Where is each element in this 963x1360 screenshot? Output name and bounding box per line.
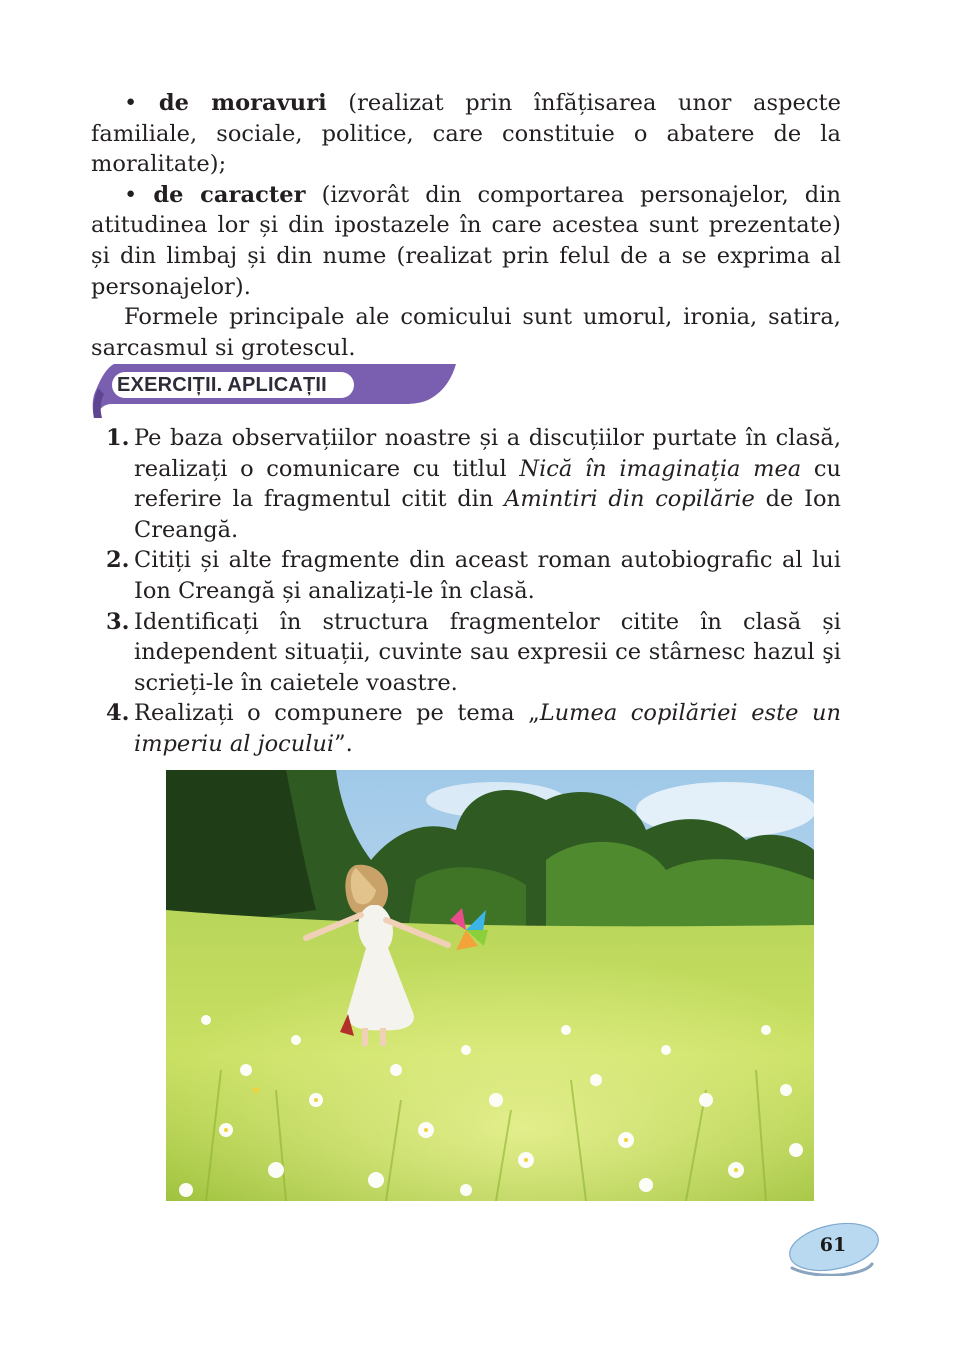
exercise-text: ”. — [334, 730, 353, 757]
term-caracter: de caracter — [153, 181, 306, 208]
paragraph-text: (izvorât din comportarea personajelor, din atitudinea lor și din ipostazele în care acestea sunt prezentate) și din limbaj și din nume (realizat prin felul de a se exprima al personajelor). — [91, 181, 842, 300]
exercise-text: Identificați în structura fragmentelor citite în clasă și independent situații, cuvinte sau expresii ce stârnesc hazul şi scrieți-le în caietele voastre. — [134, 608, 841, 696]
exercise-number: 3. — [106, 608, 130, 635]
meadow-photo — [166, 770, 814, 1201]
term-moravuri: de moravuri — [158, 90, 327, 116]
paragraph-moravuri — [91, 88, 841, 180]
exercise-item — [100, 545, 841, 606]
exercise-text: Citiți și alte fragmente din aceast roman autobiografic al lui Ion Creangă și analizați-le în clasă. — [134, 547, 841, 604]
book-title-italic: Amintiri din copilărie — [504, 486, 755, 513]
bullet: • — [124, 181, 138, 208]
paragraph-forme: Formele principale ale comicului sunt umorul, ironia, satira, sarcasmul si grotescul. — [91, 304, 841, 361]
exercise-text: cu referire la fragmentul citit din — [134, 455, 841, 513]
paragraph-caracter — [91, 180, 841, 302]
bullet: • — [124, 90, 138, 116]
paragraph-text: (realizat prin înfățisarea unor aspecte familiale, sociale, politice, care constituie o abatere de la moralitate); — [91, 90, 842, 178]
body-text — [91, 88, 841, 363]
theme-italic: Lumea copilăriei este un imperiu al jocului — [134, 700, 841, 757]
exercise-title-italic: Nică în imaginația mea — [519, 455, 802, 482]
exercise-number: 4. — [106, 700, 130, 727]
exercise-list — [100, 423, 841, 760]
exercise-text: Realizați o compunere pe tema „ — [134, 700, 540, 727]
exercise-text: de Ion Creangă. — [134, 486, 842, 543]
exercise-text: Pe baza observațiilor noastre și a discuțiilor purtate în clasă, realizați o comunicare cu titlul — [134, 425, 841, 482]
exercise-item — [100, 607, 841, 699]
section-title: EXERCIȚII. APLICAȚII — [117, 374, 327, 396]
page-number: 61 — [819, 1234, 847, 1256]
exercise-item — [100, 698, 841, 759]
exercise-item — [100, 423, 841, 545]
exercise-number: 1. — [106, 425, 130, 451]
exercise-number: 2. — [106, 547, 130, 574]
